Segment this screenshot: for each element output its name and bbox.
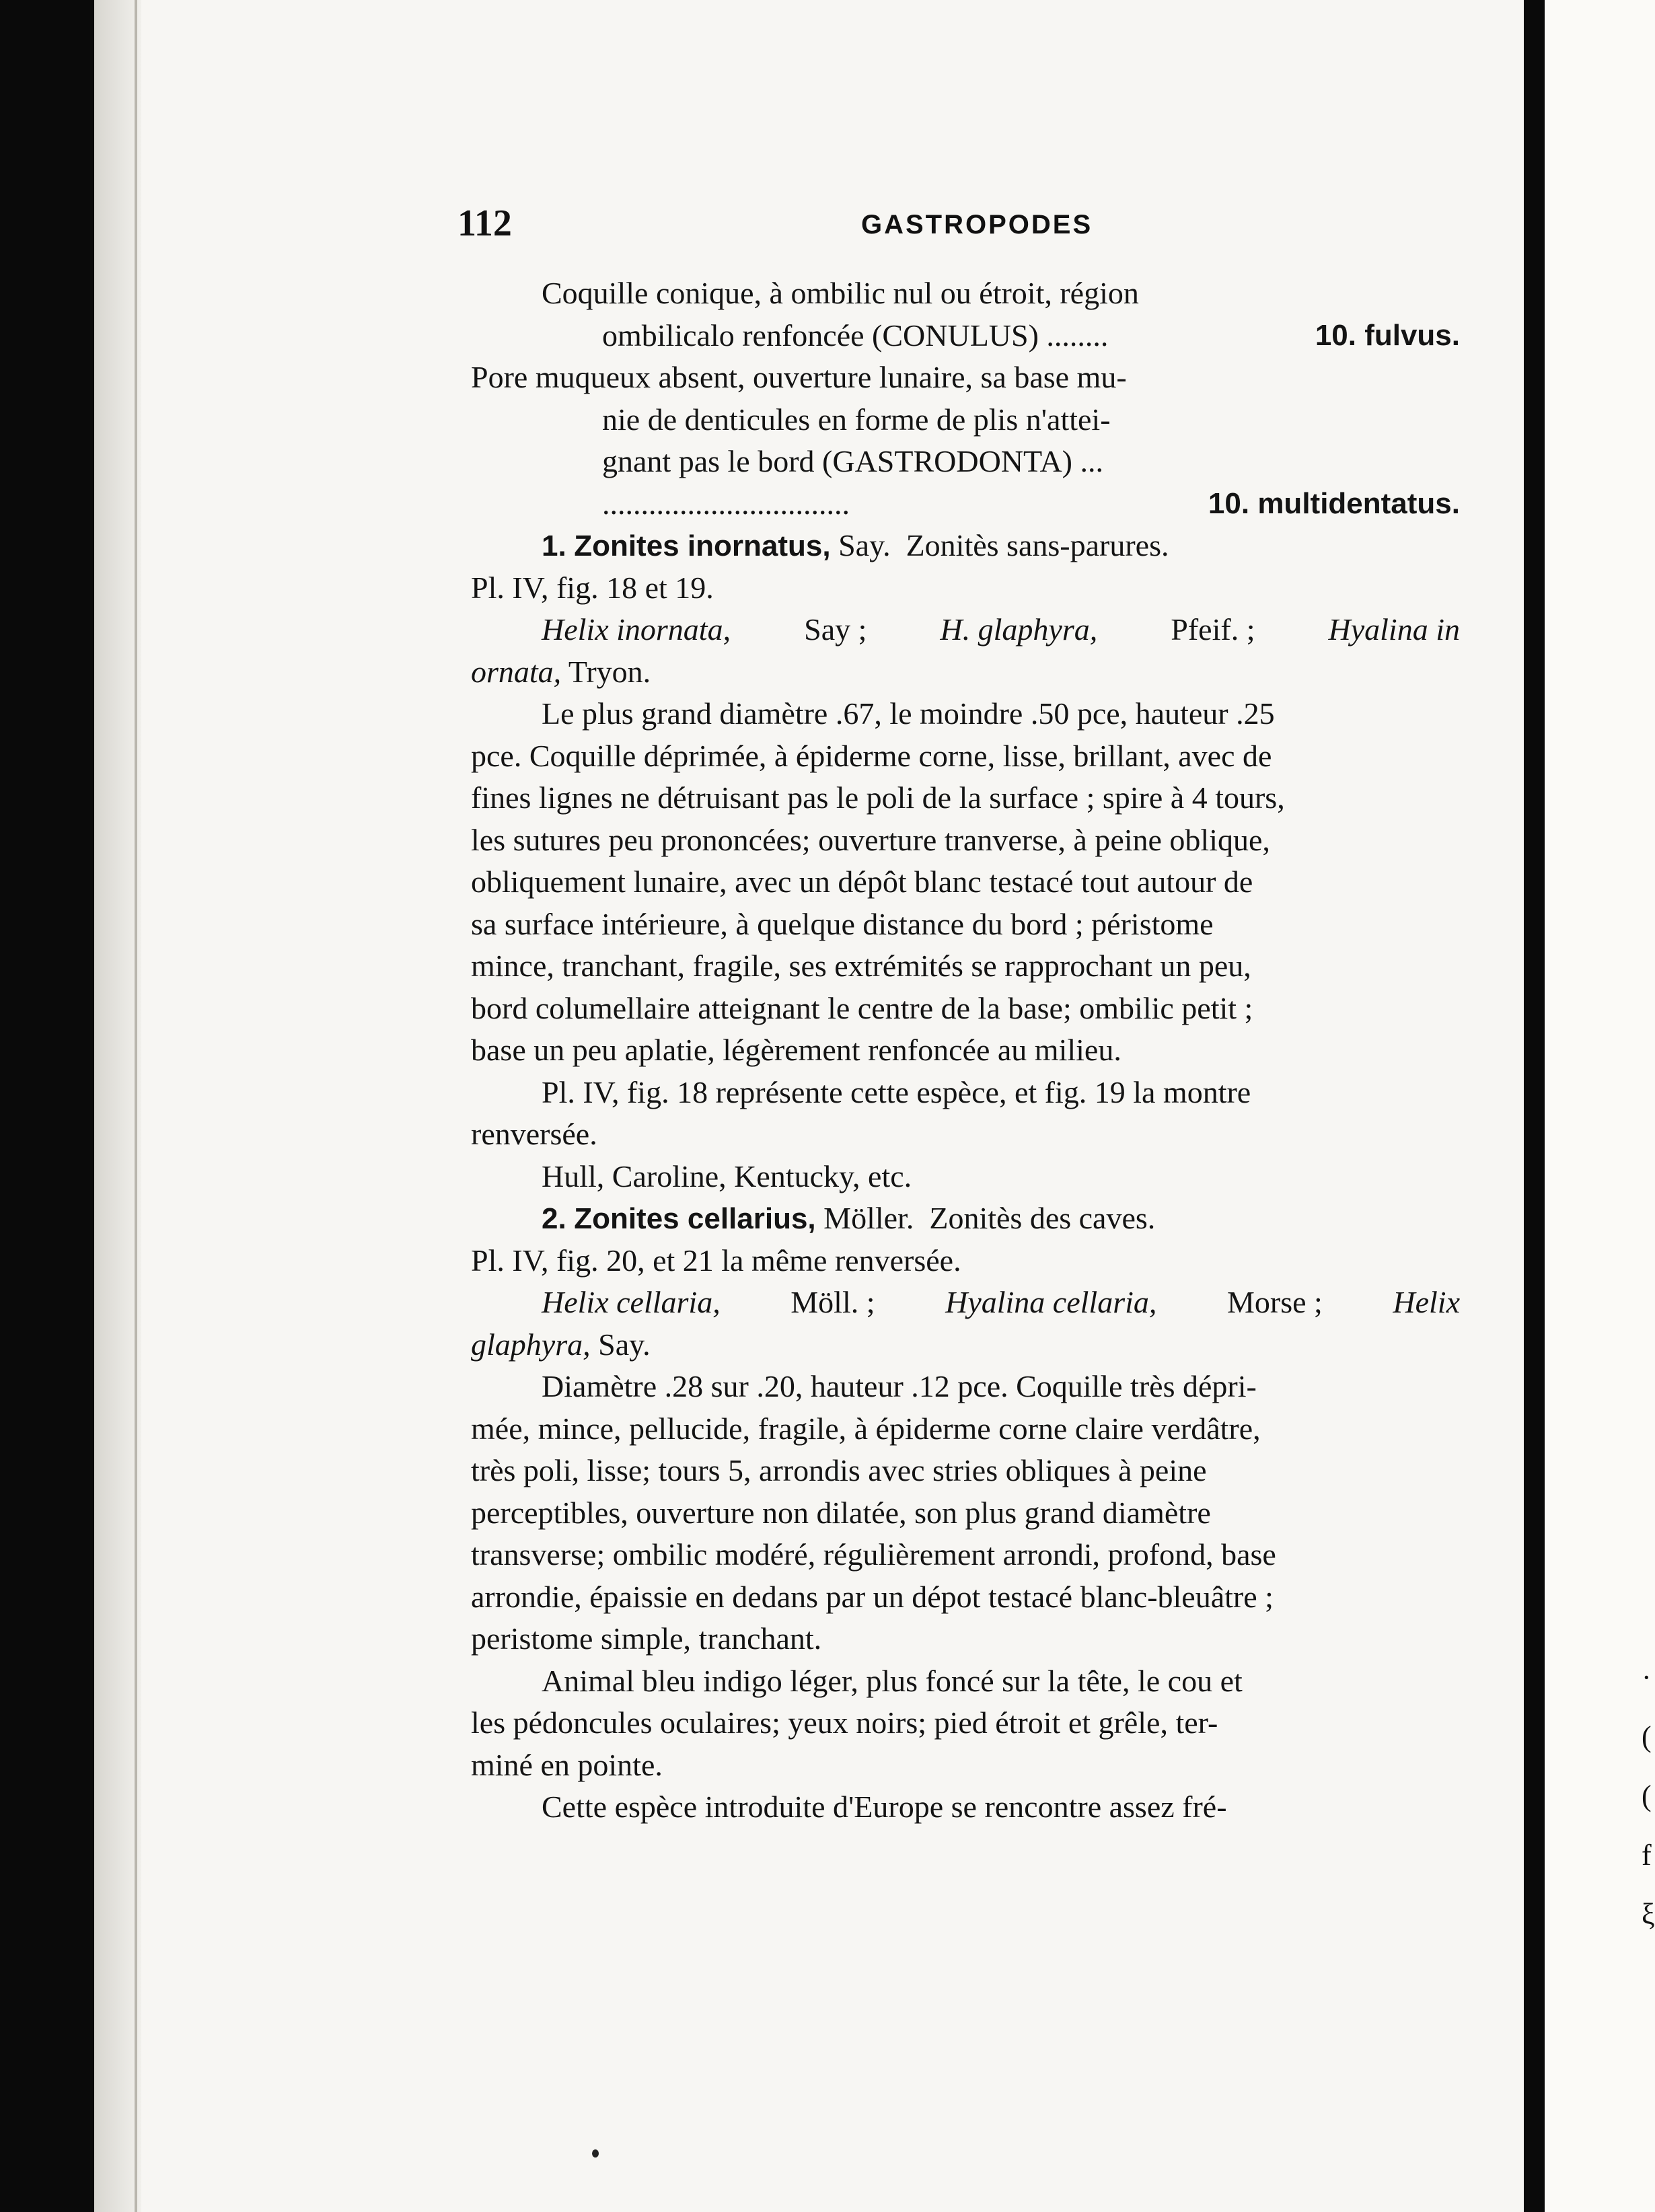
key-line: gnant pas le bord (GASTRODONTA) ...	[602, 444, 1103, 478]
plate-note: renversée.	[471, 1117, 597, 1151]
species-heading: 1. Zonites inornatus, Say. Zonitès sans-parures.	[542, 528, 1169, 562]
synonymy-line: ornata, Tryon.	[471, 654, 651, 689]
key-line: ombilicalo renfoncée (CONULUS) ........ 10. fulvus.	[471, 315, 1460, 357]
animal-description: les pédoncules oculaires; yeux noirs; pied étroit et grêle, ter-	[471, 1705, 1218, 1740]
page-header	[457, 202, 1453, 256]
locality: Hull, Caroline, Kentucky, etc.	[542, 1158, 912, 1193]
key-line: nie de denticules en forme de plis n'attei-	[602, 402, 1111, 437]
closing-line: Cette espèce introduite d'Europe se rencontre assez fré-	[542, 1790, 1227, 1824]
species-heading: 2. Zonites cellarius, Möller. Zonitès des caves.	[542, 1201, 1156, 1235]
key-line: Pore muqueux absent, ouverture lunaire, sa base mu-	[471, 360, 1127, 394]
page-body	[471, 272, 1460, 1829]
description-line: base un peu aplatie, légèrement renfoncée au milieu.	[471, 1033, 1121, 1067]
synonymy-line: Helix inornata, Say ; H. glaphyra, Pfeif. ; Hyalina in	[542, 612, 1460, 647]
description-line: obliquement lunaire, avec un dépôt blanc testacé tout autour de	[471, 864, 1253, 899]
animal-description: miné en pointe.	[471, 1747, 663, 1782]
description-line: très poli, lisse; tours 5, arrondis avec stries obliques à peine	[471, 1453, 1207, 1487]
synonymy-line: Helix cellaria, Möll. ; Hyalina cellaria, Morse ; Helix	[542, 1285, 1460, 1319]
description-line: arrondie, épaissie en dedans par un dépot testacé blanc-bleuâtre ;	[471, 1579, 1274, 1614]
facing-page-marks: · ( ( f ξ	[1642, 1661, 1655, 1931]
ink-speck	[592, 2149, 599, 2158]
running-title: GASTROPODES	[861, 210, 1093, 239]
key-result: 10. multidentatus.	[1208, 486, 1460, 520]
plate-reference: Pl. IV, fig. 18 et 19.	[471, 570, 714, 605]
description-line: perceptibles, ouverture non dilatée, son plus grand diamètre	[471, 1495, 1211, 1530]
description-line: Diamètre .28 sur .20, hauteur .12 pce. Coquille très dépri-	[542, 1369, 1257, 1403]
gutter-edge	[135, 0, 137, 2212]
description-line: transverse; ombilic modéré, régulièrement arrondi, profond, base	[471, 1537, 1276, 1572]
key-line: Coquille conique, à ombilic nul ou étroit, région	[542, 276, 1139, 310]
facing-page-edge	[1545, 0, 1655, 2212]
description-line: Le plus grand diamètre .67, le moindre .50 pce, hauteur .25	[542, 696, 1275, 731]
key-result: 10. fulvus.	[1315, 318, 1460, 352]
synonymy-line: glaphyra, Say.	[471, 1327, 651, 1362]
description-line: mée, mince, pellucide, fragile, à épiderme corne claire verdâtre,	[471, 1411, 1261, 1446]
animal-description: Animal bleu indigo léger, plus foncé sur la tête, le cou et	[542, 1663, 1243, 1698]
plate-reference: Pl. IV, fig. 20, et 21 la même renversée.	[471, 1243, 961, 1278]
key-line: ................................ 10. multidentatus.	[471, 483, 1460, 525]
description-line: peristome simple, tranchant.	[471, 1621, 822, 1656]
description-line: pce. Coquille déprimée, à épiderme corne, lisse, brillant, avec de	[471, 738, 1272, 773]
description-line: sa surface intérieure, à quelque distance du bord ; péristome	[471, 906, 1214, 941]
description-line: mince, tranchant, fragile, ses extrémités se rapprochant un peu,	[471, 949, 1251, 983]
description-line: les sutures peu prononcées; ouverture tranverse, à peine oblique,	[471, 822, 1270, 857]
description-line: fines lignes ne détruisant pas le poli de la surface ; spire à 4 tours,	[471, 780, 1285, 815]
page-number: 112	[457, 202, 512, 244]
description-line: bord columellaire atteignant le centre de la base; ombilic petit ;	[471, 990, 1253, 1025]
plate-note: Pl. IV, fig. 18 représente cette espèce, et fig. 19 la montre	[542, 1074, 1251, 1109]
